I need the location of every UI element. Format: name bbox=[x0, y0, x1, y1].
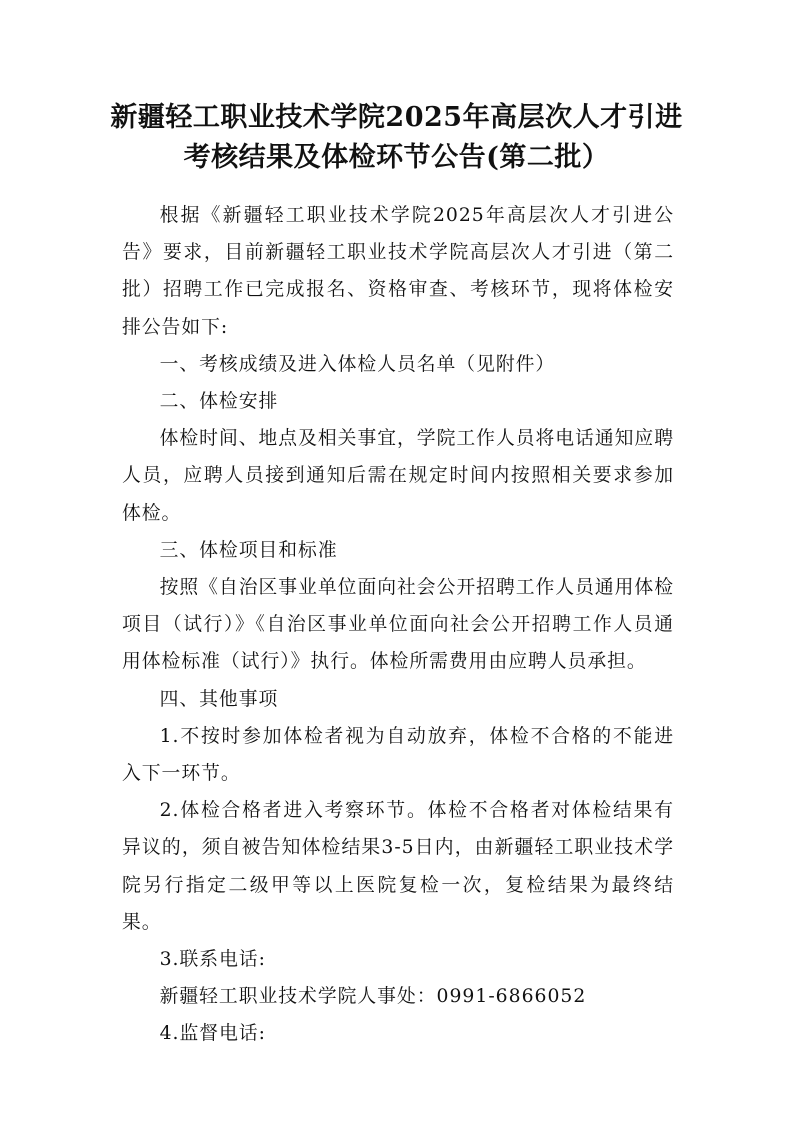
exam-standard-paragraph: 按照《自治区事业单位面向社会公开招聘工作人员通用体检项目（试行）》《自治区事业单位面向社会公开招聘工作人员通用体检标准（试行）》执行。体检所需费用由应聘人员承担。 bbox=[122, 577, 674, 673]
document-body bbox=[122, 197, 674, 1053]
document-title-line-2: 考核结果及体检环节公告(第二批） bbox=[183, 142, 610, 173]
other-item-2: 2.体检合格者进入考察环节。体检不合格者对体检结果有异议的，须自被告知体检结果3-5日内，由新疆轻工职业技术学院另行指定二级甲等以上医院复检一次，复检结果为最终结果。 bbox=[122, 800, 674, 933]
other-item-1: 1.不按时参加体检者视为自动放弃，体检不合格的不能进入下一环节。 bbox=[122, 725, 674, 785]
intro-paragraph: 根据《新疆轻工职业技术学院2025年高层次人才引进公告》要求，目前新疆轻工职业技术学院高层次人才引进（第二批）招聘工作已完成报名、资格审查、考核环节，现将体检安排公告如下: bbox=[122, 205, 674, 338]
contact-phone-value: 新疆轻工职业技术学院人事处：0991-6866052 bbox=[159, 986, 587, 1008]
section-heading-2: 二、体检安排 bbox=[159, 391, 279, 413]
contact-phone-label: 3.联系电话: bbox=[159, 949, 266, 971]
section-heading-1: 一、考核成绩及进入体检人员名单（见附件） bbox=[159, 353, 556, 375]
document-title-line-1: 新疆轻工职业技术学院2025年高层次人才引进 bbox=[110, 102, 683, 133]
section-heading-4: 四、其他事项 bbox=[159, 688, 279, 710]
exam-arrangement-paragraph: 体检时间、地点及相关事宜，学院工作人员将电话通知应聘人员，应聘人员接到通知后需在规定时间内按照相关要求参加体检。 bbox=[122, 428, 674, 524]
supervision-phone-label: 4.监督电话: bbox=[159, 1023, 266, 1045]
section-heading-3: 三、体检项目和标准 bbox=[159, 539, 338, 561]
